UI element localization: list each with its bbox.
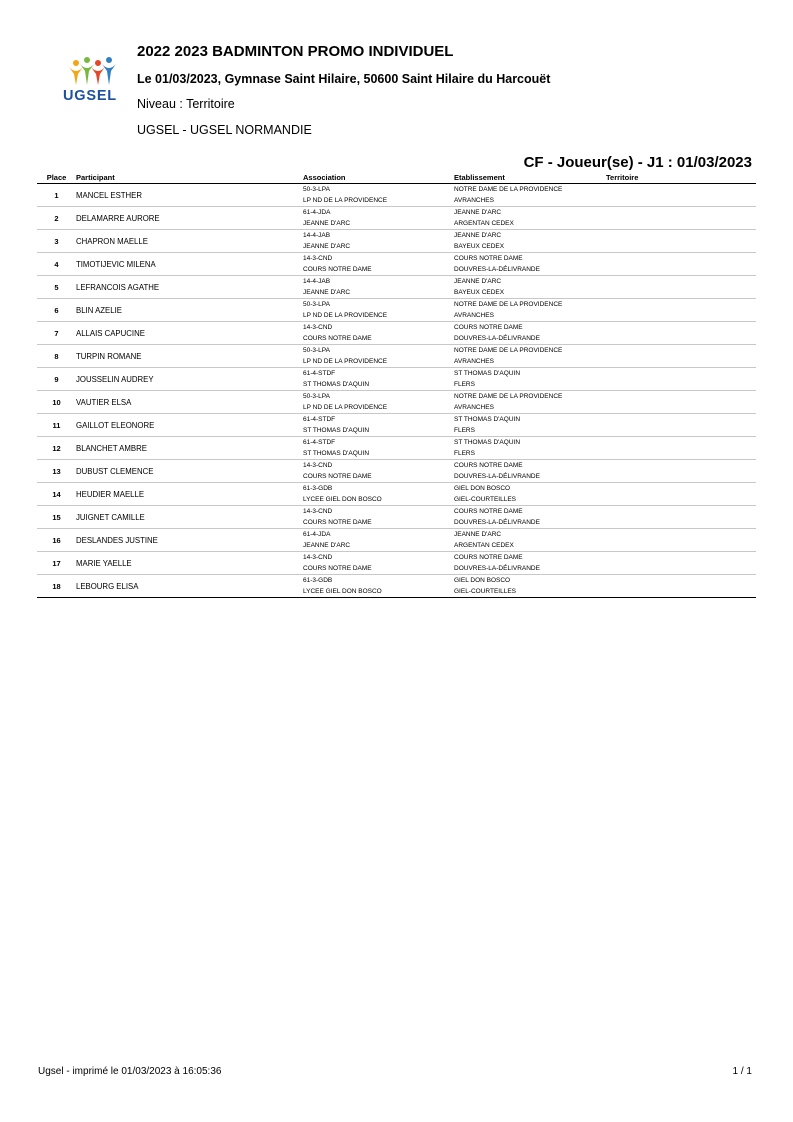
etablissement-name-cell: JEANNE D'ARC bbox=[454, 278, 502, 285]
etablissement-city-cell: DOUVRES-LA-DÉLIVRANDE bbox=[454, 333, 606, 345]
participant-cell: HEUDIER MAELLE bbox=[76, 483, 303, 506]
territoire-cell bbox=[606, 345, 756, 368]
level-label: Niveau : Territoire bbox=[137, 97, 235, 111]
table-row bbox=[37, 483, 756, 495]
table-row bbox=[37, 391, 756, 403]
etablissement-city-cell: AVRANCHES bbox=[454, 310, 606, 322]
place-cell: 5 bbox=[37, 276, 76, 299]
table-row bbox=[37, 552, 756, 564]
etablissement-name-cell: NOTRE DAME DE LA PROVIDENCE bbox=[454, 186, 563, 193]
table-row bbox=[37, 506, 756, 518]
etablissement-city-cell: AVRANCHES bbox=[454, 195, 606, 207]
etablissement-name-cell: ST THOMAS D'AQUIN bbox=[454, 439, 521, 446]
participant-cell: BLANCHET AMBRE bbox=[76, 437, 303, 460]
place-cell: 7 bbox=[37, 322, 76, 345]
association-code-cell: 61-3-GDB bbox=[303, 485, 333, 492]
association-code-cell: 61-4-STDF bbox=[303, 416, 336, 423]
etablissement-name-cell: NOTRE DAME DE LA PROVIDENCE bbox=[454, 301, 563, 308]
column-header-territoire: Territoire bbox=[606, 172, 756, 184]
table-row bbox=[37, 322, 756, 334]
participant-cell: VAUTIER ELSA bbox=[76, 391, 303, 414]
participant-cell: MANCEL ESTHER bbox=[76, 184, 303, 207]
territoire-cell bbox=[606, 437, 756, 460]
association-code-cell: 61-4-JDA bbox=[303, 209, 331, 216]
place-cell: 4 bbox=[37, 253, 76, 276]
table-row bbox=[37, 207, 756, 219]
association-name-cell: LP ND DE LA PROVIDENCE bbox=[303, 195, 454, 207]
place-cell: 16 bbox=[37, 529, 76, 552]
association-code-cell: 50-3-LPA bbox=[303, 347, 330, 354]
association-name-cell: LYCEE GIEL DON BOSCO bbox=[303, 494, 454, 506]
etablissement-name-cell: JEANNE D'ARC bbox=[454, 531, 502, 538]
place-cell: 17 bbox=[37, 552, 76, 575]
territoire-cell bbox=[606, 322, 756, 345]
etablissement-city-cell: GIEL-COURTEILLES bbox=[454, 494, 606, 506]
table-row bbox=[37, 460, 756, 472]
etablissement-city-cell: ARGENTAN CEDEX bbox=[454, 218, 606, 230]
table-row bbox=[37, 276, 756, 288]
association-code-cell: 14-4-JAB bbox=[303, 278, 331, 285]
place-cell: 10 bbox=[37, 391, 76, 414]
place-cell: 2 bbox=[37, 207, 76, 230]
association-name-cell: COURS NOTRE DAME bbox=[303, 333, 454, 345]
association-name-cell: COURS NOTRE DAME bbox=[303, 517, 454, 529]
etablissement-name-cell: COURS NOTRE DAME bbox=[454, 508, 523, 515]
place-cell: 3 bbox=[37, 230, 76, 253]
participant-cell: DUBUST CLEMENCE bbox=[76, 460, 303, 483]
place-cell: 13 bbox=[37, 460, 76, 483]
logo-figure-body bbox=[102, 64, 116, 85]
association-code-cell: 61-4-STDF bbox=[303, 439, 336, 446]
etablissement-city-cell: AVRANCHES bbox=[454, 402, 606, 414]
territoire-cell bbox=[606, 483, 756, 506]
association-name-cell: COURS NOTRE DAME bbox=[303, 471, 454, 483]
participant-cell: ALLAIS CAPUCINE bbox=[76, 322, 303, 345]
territoire-cell bbox=[606, 276, 756, 299]
results-table bbox=[37, 172, 756, 598]
association-code-cell: 50-3-LPA bbox=[303, 301, 330, 308]
association-code-cell: 50-3-LPA bbox=[303, 393, 330, 400]
print-footer: Ugsel - imprimé le 01/03/2023 à 16:05:36 bbox=[38, 1066, 222, 1077]
territoire-cell bbox=[606, 230, 756, 253]
participant-cell: JUIGNET CAMILLE bbox=[76, 506, 303, 529]
etablissement-name-cell: JEANNE D'ARC bbox=[454, 232, 502, 239]
etablissement-name-cell: ST THOMAS D'AQUIN bbox=[454, 416, 521, 423]
territoire-cell bbox=[606, 529, 756, 552]
association-name-cell: LP ND DE LA PROVIDENCE bbox=[303, 402, 454, 414]
etablissement-name-cell: ST THOMAS D'AQUIN bbox=[454, 370, 521, 377]
organization-label: UGSEL - UGSEL NORMANDIE bbox=[137, 123, 312, 137]
etablissement-name-cell: COURS NOTRE DAME bbox=[454, 554, 523, 561]
etablissement-city-cell: BAYEUX CEDEX bbox=[454, 287, 606, 299]
column-header-participant: Participant bbox=[76, 172, 303, 184]
association-code-cell: 61-3-GDB bbox=[303, 577, 333, 584]
etablissement-city-cell: ARGENTAN CEDEX bbox=[454, 540, 606, 552]
table-row bbox=[37, 299, 756, 311]
territoire-cell bbox=[606, 391, 756, 414]
participant-cell: JOUSSELIN AUDREY bbox=[76, 368, 303, 391]
table-row bbox=[37, 414, 756, 426]
logo-figure-body bbox=[69, 67, 83, 85]
column-header-place: Place bbox=[37, 172, 76, 184]
association-code-cell: 14-3-CND bbox=[303, 554, 333, 561]
association-name-cell: COURS NOTRE DAME bbox=[303, 264, 454, 276]
place-cell: 18 bbox=[37, 575, 76, 598]
table-header-row bbox=[37, 172, 756, 184]
etablissement-name-cell: GIEL DON BOSCO bbox=[454, 577, 511, 584]
association-name-cell: LP ND DE LA PROVIDENCE bbox=[303, 356, 454, 368]
column-header-etablissement: Etablissement bbox=[454, 172, 606, 184]
participant-cell: CHAPRON MAELLE bbox=[76, 230, 303, 253]
territoire-cell bbox=[606, 207, 756, 230]
etablissement-city-cell: DOUVRES-LA-DÉLIVRANDE bbox=[454, 517, 606, 529]
association-name-cell: JEANNE D'ARC bbox=[303, 241, 454, 253]
territoire-cell bbox=[606, 299, 756, 322]
event-subtitle: Le 01/03/2023, Gymnase Saint Hilaire, 50600 Saint Hilaire du Harcouët bbox=[137, 72, 551, 86]
place-cell: 12 bbox=[37, 437, 76, 460]
association-name-cell: ST THOMAS D'AQUIN bbox=[303, 425, 454, 437]
etablissement-city-cell: DOUVRES-LA-DÉLIVRANDE bbox=[454, 563, 606, 575]
place-cell: 1 bbox=[37, 184, 76, 207]
association-name-cell: JEANNE D'ARC bbox=[303, 287, 454, 299]
etablissement-city-cell: AVRANCHES bbox=[454, 356, 606, 368]
place-cell: 8 bbox=[37, 345, 76, 368]
association-code-cell: 61-4-STDF bbox=[303, 370, 336, 377]
logo-figure-body bbox=[91, 67, 105, 85]
etablissement-name-cell: JEANNE D'ARC bbox=[454, 209, 502, 216]
logo-figure-head bbox=[73, 60, 79, 66]
table-row bbox=[37, 230, 756, 242]
territoire-cell bbox=[606, 460, 756, 483]
logo-figure-head bbox=[84, 57, 90, 63]
association-code-cell: 14-3-CND bbox=[303, 324, 333, 331]
territoire-cell bbox=[606, 253, 756, 276]
territoire-cell bbox=[606, 575, 756, 598]
territoire-cell bbox=[606, 184, 756, 207]
association-name-cell: ST THOMAS D'AQUIN bbox=[303, 379, 454, 391]
logo-figure-head bbox=[106, 57, 112, 63]
participant-cell: TURPIN ROMANE bbox=[76, 345, 303, 368]
participant-cell: BLIN AZELIE bbox=[76, 299, 303, 322]
association-name-cell: JEANNE D'ARC bbox=[303, 218, 454, 230]
page-number: 1 / 1 bbox=[732, 1066, 752, 1077]
table-row bbox=[37, 345, 756, 357]
participant-cell: DESLANDES JUSTINE bbox=[76, 529, 303, 552]
etablissement-city-cell: FLERS bbox=[454, 448, 606, 460]
logo-text: UGSEL bbox=[63, 88, 117, 104]
association-name-cell: COURS NOTRE DAME bbox=[303, 563, 454, 575]
participant-cell: TIMOTIJEVIC MILENA bbox=[76, 253, 303, 276]
etablissement-name-cell: COURS NOTRE DAME bbox=[454, 255, 523, 262]
table-row bbox=[37, 184, 756, 196]
territoire-cell bbox=[606, 414, 756, 437]
association-name-cell: JEANNE D'ARC bbox=[303, 540, 454, 552]
association-code-cell: 14-3-CND bbox=[303, 255, 333, 262]
participant-cell: DELAMARRE AURORE bbox=[76, 207, 303, 230]
table-row bbox=[37, 529, 756, 541]
place-cell: 11 bbox=[37, 414, 76, 437]
association-code-cell: 14-3-CND bbox=[303, 508, 333, 515]
etablissement-city-cell: FLERS bbox=[454, 379, 606, 391]
participant-cell: LEFRANCOIS AGATHE bbox=[76, 276, 303, 299]
column-header-association: Association bbox=[303, 172, 454, 184]
etablissement-city-cell: GIEL-COURTEILLES bbox=[454, 586, 606, 598]
territoire-cell bbox=[606, 368, 756, 391]
etablissement-city-cell: DOUVRES-LA-DÉLIVRANDE bbox=[454, 264, 606, 276]
place-cell: 14 bbox=[37, 483, 76, 506]
participant-cell: MARIE YAELLE bbox=[76, 552, 303, 575]
table-row bbox=[37, 253, 756, 265]
association-name-cell: ST THOMAS D'AQUIN bbox=[303, 448, 454, 460]
association-name-cell: LP ND DE LA PROVIDENCE bbox=[303, 310, 454, 322]
place-cell: 6 bbox=[37, 299, 76, 322]
page-title: 2022 2023 BADMINTON PROMO INDIVIDUEL bbox=[137, 43, 454, 60]
etablissement-name-cell: GIEL DON BOSCO bbox=[454, 485, 511, 492]
etablissement-name-cell: NOTRE DAME DE LA PROVIDENCE bbox=[454, 393, 563, 400]
association-code-cell: 61-4-JDA bbox=[303, 531, 331, 538]
association-code-cell: 14-3-CND bbox=[303, 462, 333, 469]
participant-cell: LEBOURG ELISA bbox=[76, 575, 303, 598]
etablissement-name-cell: COURS NOTRE DAME bbox=[454, 462, 523, 469]
association-name-cell: LYCEE GIEL DON BOSCO bbox=[303, 586, 454, 598]
logo-figure-body bbox=[80, 64, 94, 85]
association-code-cell: 14-4-JAB bbox=[303, 232, 331, 239]
association-code-cell: 50-3-LPA bbox=[303, 186, 330, 193]
etablissement-name-cell: NOTRE DAME DE LA PROVIDENCE bbox=[454, 347, 563, 354]
logo-figure-head bbox=[95, 60, 101, 66]
etablissement-name-cell: COURS NOTRE DAME bbox=[454, 324, 523, 331]
etablissement-city-cell: BAYEUX CEDEX bbox=[454, 241, 606, 253]
table-row bbox=[37, 368, 756, 380]
place-cell: 9 bbox=[37, 368, 76, 391]
participant-cell: GAILLOT ELEONORE bbox=[76, 414, 303, 437]
table-row bbox=[37, 437, 756, 449]
territoire-cell bbox=[606, 552, 756, 575]
place-cell: 15 bbox=[37, 506, 76, 529]
table-row bbox=[37, 575, 756, 587]
competition-title: CF - Joueur(se) - J1 : 01/03/2023 bbox=[523, 154, 752, 171]
etablissement-city-cell: FLERS bbox=[454, 425, 606, 437]
etablissement-city-cell: DOUVRES-LA-DÉLIVRANDE bbox=[454, 471, 606, 483]
territoire-cell bbox=[606, 506, 756, 529]
